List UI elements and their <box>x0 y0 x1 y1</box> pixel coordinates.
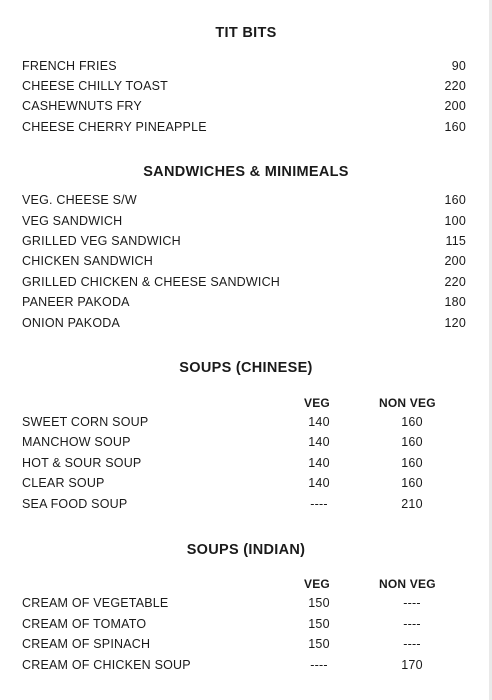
item-price: 100 <box>444 214 466 228</box>
item-price-veg: ---- <box>310 658 328 672</box>
menu-item <box>22 497 466 515</box>
menu-item <box>22 658 466 676</box>
item-name: SWEET CORN SOUP <box>22 415 149 429</box>
item-name: VEG. CHEESE S/W <box>22 193 137 207</box>
section-title-tit-bits: TIT BITS <box>215 25 277 41</box>
menu-item <box>22 99 466 117</box>
item-price-veg: 150 <box>308 617 330 631</box>
item-name: FRENCH FRIES <box>22 59 117 73</box>
item-price: 220 <box>444 79 466 93</box>
menu-item <box>22 295 466 313</box>
item-name: CREAM OF TOMATO <box>22 617 147 631</box>
section-title-sandwiches: SANDWICHES & MINIMEALS <box>143 164 349 180</box>
menu-item <box>22 193 466 211</box>
item-price-veg: 140 <box>308 456 330 470</box>
menu-item <box>22 120 466 138</box>
item-price-non-veg: 210 <box>401 497 423 511</box>
item-price: 200 <box>444 254 466 268</box>
menu-item <box>22 435 466 453</box>
item-name: CREAM OF SPINACH <box>22 637 151 651</box>
item-name: GRILLED VEG SANDWICH <box>22 234 181 248</box>
menu-item <box>22 79 466 97</box>
item-price: 115 <box>445 234 466 248</box>
item-name: CREAM OF VEGETABLE <box>22 596 169 610</box>
menu-item <box>22 214 466 232</box>
item-name: CASHEWNUTS FRY <box>22 99 142 113</box>
item-name: VEG SANDWICH <box>22 214 123 228</box>
item-name: CHEESE CHILLY TOAST <box>22 79 168 93</box>
section-title-soups-chinese: SOUPS (CHINESE) <box>179 360 313 376</box>
column-header-veg: VEG <box>304 577 330 591</box>
item-name: CHICKEN SANDWICH <box>22 254 153 268</box>
item-name: CHEESE CHERRY PINEAPPLE <box>22 120 207 134</box>
item-price: 120 <box>444 316 466 330</box>
item-price-non-veg: 160 <box>401 415 423 429</box>
item-name: HOT & SOUR SOUP <box>22 456 142 470</box>
item-name: ONION PAKODA <box>22 316 121 330</box>
column-header-veg: VEG <box>304 396 330 410</box>
item-name: MANCHOW SOUP <box>22 435 131 449</box>
item-price-veg: 150 <box>308 596 330 610</box>
item-price-non-veg: 160 <box>401 476 423 490</box>
item-price-non-veg: 170 <box>401 658 423 672</box>
item-price-veg: 150 <box>308 637 330 651</box>
menu-item <box>22 59 466 77</box>
menu-item <box>22 234 466 252</box>
menu-item <box>22 456 466 474</box>
item-name: GRILLED CHICKEN & CHEESE SANDWICH <box>22 275 281 289</box>
item-name: SEA FOOD SOUP <box>22 497 128 511</box>
item-price-veg: ---- <box>310 497 328 511</box>
menu-item <box>22 415 466 433</box>
menu-item <box>22 637 466 655</box>
menu-item <box>22 275 466 293</box>
section-title-soups-indian: SOUPS (INDIAN) <box>186 542 306 558</box>
menu-item <box>22 254 466 272</box>
menu-item <box>22 476 466 494</box>
item-price: 160 <box>444 193 466 207</box>
item-price-non-veg: 160 <box>401 435 423 449</box>
item-price-non-veg: ---- <box>403 617 421 631</box>
menu-item <box>22 617 466 635</box>
item-price: 200 <box>444 99 466 113</box>
column-header-non-veg: NON VEG <box>379 577 436 591</box>
item-price-veg: 140 <box>308 435 330 449</box>
item-price: 220 <box>444 275 466 289</box>
item-price-non-veg: ---- <box>403 637 421 651</box>
item-price-non-veg: 160 <box>401 456 423 470</box>
item-name: PANEER PAKODA <box>22 295 130 309</box>
item-price-veg: 140 <box>308 476 330 490</box>
item-price: 180 <box>444 295 466 309</box>
item-price: 90 <box>451 59 466 73</box>
item-price: 160 <box>444 120 466 134</box>
item-price-non-veg: ---- <box>403 596 421 610</box>
item-name: CREAM OF CHICKEN SOUP <box>22 658 191 672</box>
item-price-veg: 140 <box>308 415 330 429</box>
menu-item <box>22 596 466 614</box>
column-header-non-veg: NON VEG <box>379 396 436 410</box>
menu-item <box>22 316 466 334</box>
item-name: CLEAR SOUP <box>22 476 105 490</box>
